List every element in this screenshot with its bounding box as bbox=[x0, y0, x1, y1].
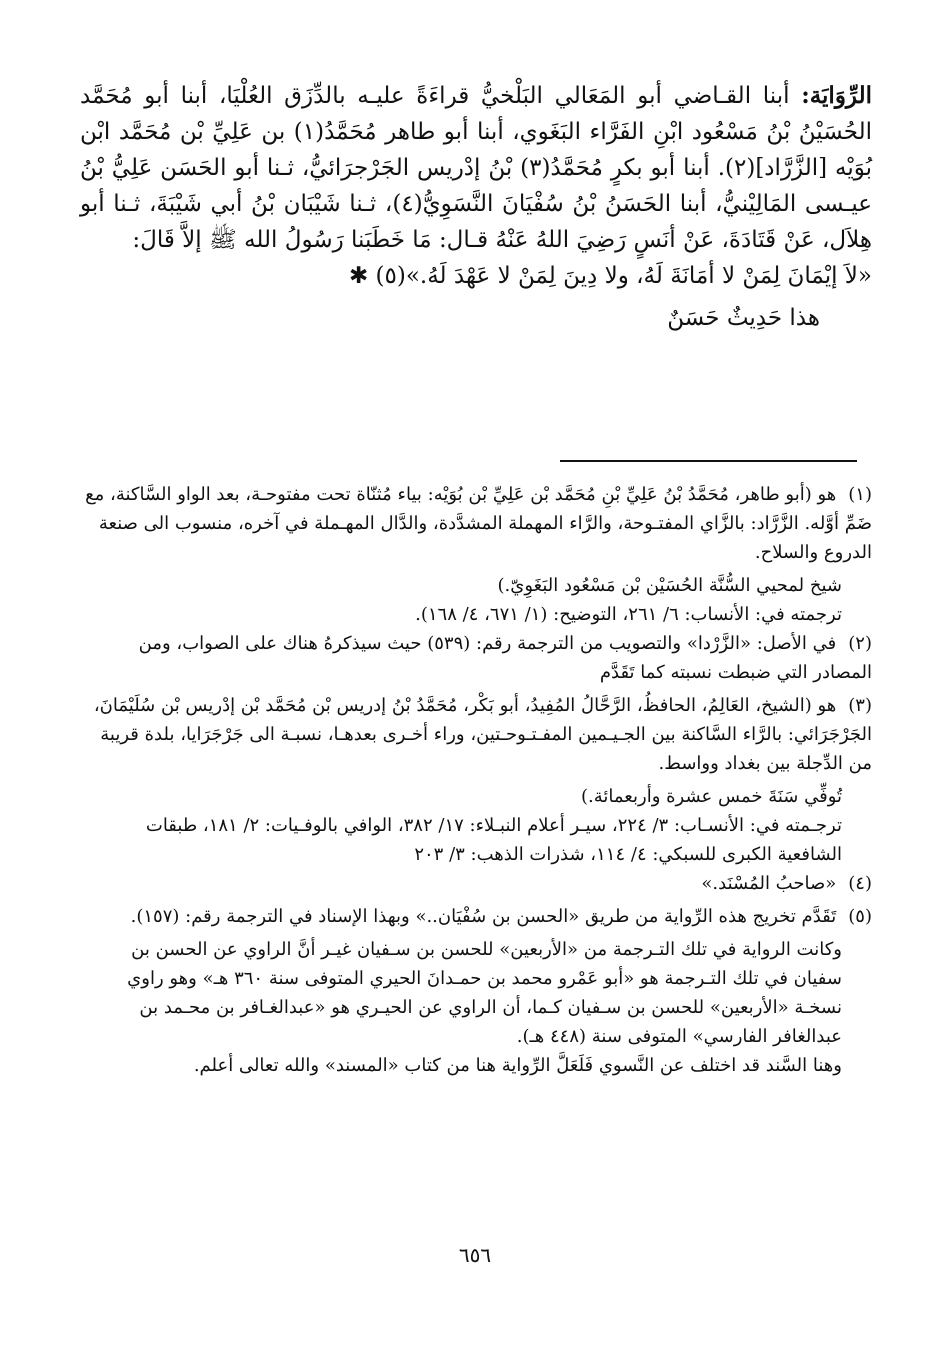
hadith-text: «لاَ إيْمَانَ لِمَنْ لا أمَانَةَ لَهُ، ولا دِينَ لِمَنْ لا عَهْدَ لَهُ.»(٥) ✱ bbox=[348, 263, 872, 289]
footnote-5: (٥) تَقَدَّم تخريج هذه الرِّواية من طريق «الحسن بن سُفْيَان..» وبهذا الإسناد في الترجمة رقم: (١٥٧). bbox=[130, 906, 872, 927]
hadith-grade: هذا حَدِيثٌ حَسَنٌ bbox=[667, 305, 820, 331]
footnote-separator bbox=[560, 460, 857, 462]
footnote-5-detail: وكانت الرواية في تلك التـرجمة من «الأربعين» للحسن بن سـفيان غيـر أنَّ الراوي عن الحسن بن سفيان في تلك التـرجمة هو «أبو عَمْرو محمد بن حمـدانَ الحيري المتوفى سنة ٣٦٠ هـ» وهو راوي نسخـة «الأربعين» للحسن بن سـفيان كـما، أن الراوي عن الحيـري هو «عبدالغـافر بن محـمد بن عبدالغافر الفارسي» المتوفى سنة (٤٤٨ هـ). bbox=[127, 939, 842, 1047]
footnote-1: (١) هو (أبو طاهر، مُحَمَّدُ بْنُ عَلِيِّ بْنِ مُحَمَّد بْن عَلِيِّ بْن بُوَيْه: بياء مُثنّاة تحت مفتوحـة، بعد الواو السَّاكنة، مع ضَمِّ أوَّله. الزَّرَّاد: بالزَّاي المفتـوحة، والرَّاء المهملة المشدَّدة، والدَّال المهـملة في آخره، منسوب الى صنعة الدروع والسلاح. bbox=[85, 484, 872, 563]
footnote-3-death: تُوفِّي سَنَةَ خمس عشرة وأربعمائة.) bbox=[581, 786, 842, 807]
footnote-4: (٤) «صاحبُ المُسْنَد.» bbox=[701, 873, 872, 894]
page-number: ٦٥٦ bbox=[458, 1243, 492, 1267]
isnad-text: أبنا القـاضي أبو المَعَالي البَلْخيُّ قراءَةً عليـه بالدِّزَق العُلْيَا، أبنا أبو مُحَمَّد الحُسَيْنُ بْنُ مَسْعُود ابْنِ الفَرَّاء البَغَوي، أبنا أبو طاهر مُحَمَّدُ(١) بن عَلِيِّ بْن مُحَمَّد ابْن بُوَيْه [الزَّرَّاد](٢). أبنا أبو بكرٍ مُحَمَّدُ(٣) بْنُ إدْريس الجَرْجرَائيُّ، ثـنا أبو الحَسَن عَلِيُّ بْنُ عيـسى المَالِيْنيُّ، أبنا الحَسَنُ بْنُ سُفْيَانَ النَّسَوِيُّ(٤)، ثـنا شَيْبَان بْنُ أبي شَيْبَةَ، ثـنا أبو هِلاَل، عَنْ قَتَادَةَ، عَنْ أنَسٍ رَضِيَ اللهُ عَنْهُ قـال: مَا خَطَبَنا رَسُولُ الله ﷺ إلاَّ قَالَ: bbox=[80, 83, 873, 253]
footnote-1-line: شيخ لمحيي السُّنَّة الحُسَيْن بْن مَسْعُود البَغَوِيّ.) bbox=[497, 575, 842, 596]
riwaya-paragraph bbox=[80, 78, 872, 258]
footnote-5-conclusion: وهنا السَّند قد اختلف عن النَّسوي فَلَعَلَّ الرِّواية هنا من كتاب «المسند» والله تعالى أعلم. bbox=[193, 1055, 842, 1076]
riwaya-label: الرِّوَايَة: bbox=[801, 82, 873, 109]
footnote-3: (٣) هو (الشيخ، العَالِمُ، الحافظُ، الرَّحَّالُ المُفِيدُ، أبو بَكْر، مُحَمَّدُ بْنُ إدريس بْن مُحَمَّد بْن إدْريس بْن سُلَيْمَانَ، الجَرْجَرَائي: بالرَّاء السَّاكنة بين الجـيـمين المفـتـوحـتين، وراء أخـرى بعدهـا، نسبـة الى جَرْجَرَايا، بلدة قريبة من الدِّجلة بين بغداد وواسط. bbox=[93, 695, 872, 774]
footnote-1-sources: ترجمته في: الأنساب: ٦/ ٢٦١، التوضيح: (١/ ٦٧١، ٤/ ١٦٨). bbox=[415, 604, 842, 625]
footnote-2: (٢) في الأصل: «الزَّرْدا» والتصويب من الترجمة رقم: (٥٣٩) حيث سيذكرهُ هناك على الصواب، ومن المصادر التي ضبطت نسبته كما تَقَدَّم bbox=[138, 633, 872, 683]
footnote-3-sources: ترجـمته في: الأنسـاب: ٣/ ٢٢٤، سيـر أعلام النبـلاء: ١٧/ ٣٨٢، الوافي بالوفـيات: ٢/ ١٨١، طبقات الشافعية الكبرى للسبكي: ٤/ ١١٤، شذرات الذهب: ٣/ ٢٠٣ bbox=[145, 815, 842, 865]
main-text bbox=[80, 78, 872, 336]
footnotes bbox=[80, 480, 872, 1080]
